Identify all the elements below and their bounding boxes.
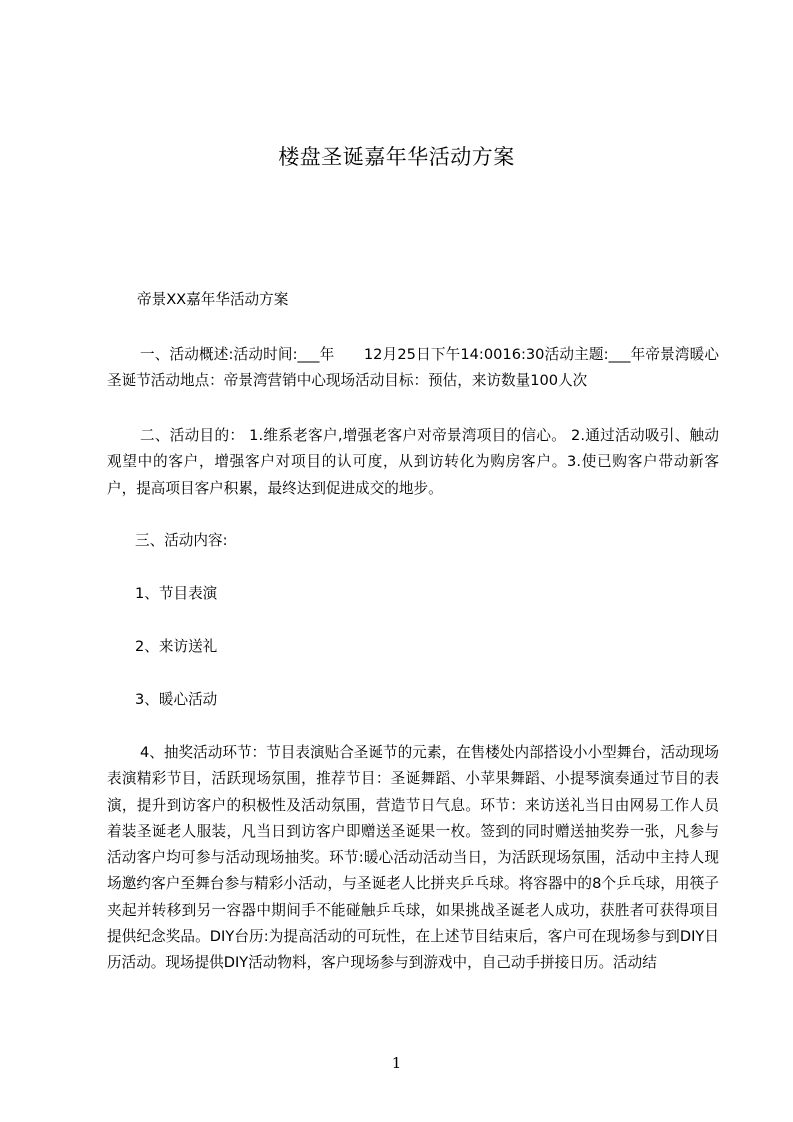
page-number: 1 bbox=[391, 1054, 402, 1072]
content-item-1: 1、节目表演 bbox=[135, 585, 218, 602]
content-item-4: 4、抽奖活动环节：节目表演贴合圣诞节的元素，在售楼处内部搭设小小型舞台，活动现场表演精彩节目，活跃现场氛围，推荐节目：圣诞舞蹈、小苹果舞蹈、小提琴演奏通过节目的表演，提升到访客户的积极性及活动氛围，营造节日气息。环节：来访送礼当日由网易工作人员着装圣诞老人服装，凡当日到访客户即赠送圣诞果一枚。签到的同时赠送抽奖券一张，凡参与活动客户均可参与活动现场抽奖。环节:暖心活动活动当日，为活跃现场氛围，活动中主持人现场邀约客户至舞台参与精彩小活动，与圣诞老人比拼夹乒乓球。将容器中的8个乒乓球，用筷子夹起并转移到另一容器中期间手不能碰触乒乓球，如果挑战圣诞老人成功，获胜者可获得项目提供纪念奖品。DIY台历:为提高活动的可玩性，在上述节目结束后，客户可在现场参与到DIY日历活动。现场提供DIY活动物料，客户现场参与到游戏中，自己动手拼接日历。活动结 bbox=[107, 744, 719, 972]
document-subtitle: 帝景XX嘉年华活动方案 bbox=[137, 291, 289, 308]
section-content-heading: 三、活动内容: bbox=[135, 532, 228, 549]
content-item-3: 3、暖心活动 bbox=[135, 691, 218, 708]
content-item-2: 2、来访送礼 bbox=[135, 638, 218, 655]
section-purpose: 二、活动目的： 1.维系老客户,增强老客户对帝景湾项目的信心。 2.通过活动吸引、触动观望中的客户，增强客户对项目的认可度，从到访转化为购房客户。3.使已购客户带动新客户，提高项目客户积累，最终达到促进成交的地步。 bbox=[107, 427, 719, 497]
section-overview: 一、活动概述:活动时间:___年 12月25日下午14:0016:30活动主题:___年帝景湾暖心圣诞节活动地点：帝景湾营销中心现场活动目标：预估，来访数量100人次 bbox=[107, 346, 719, 390]
document-title: 楼盘圣诞嘉年华活动方案 bbox=[278, 145, 515, 169]
